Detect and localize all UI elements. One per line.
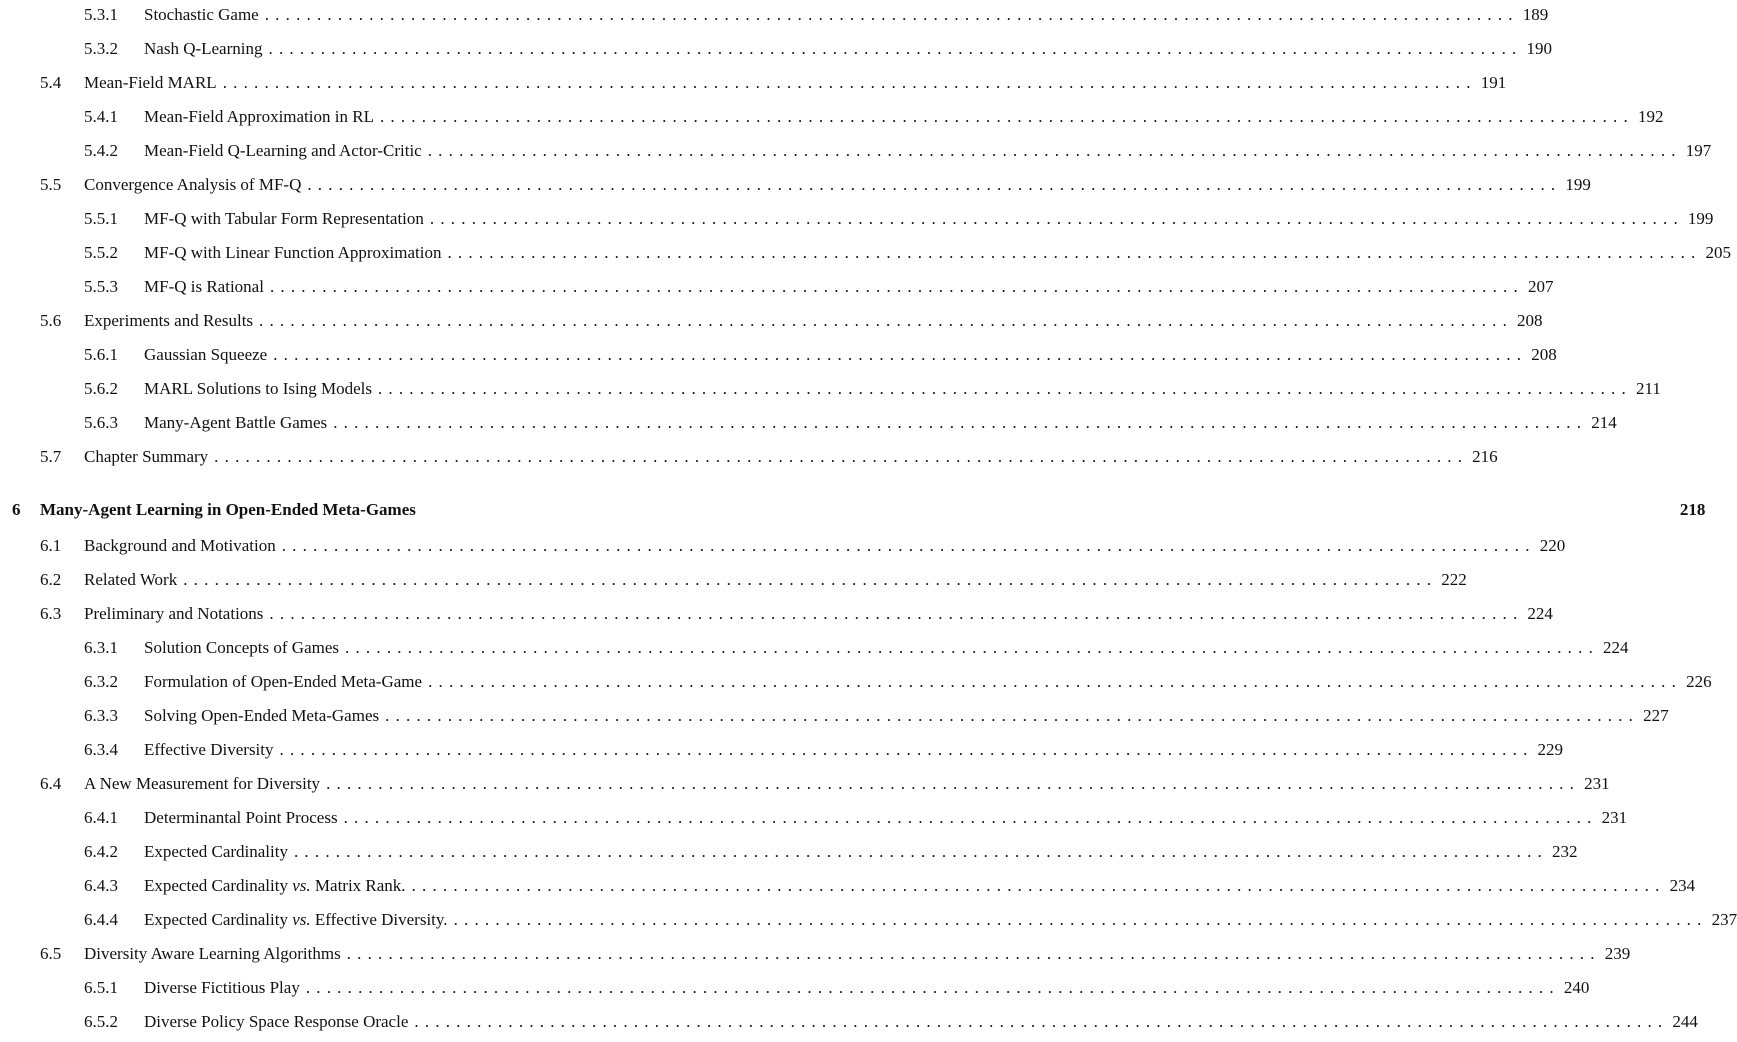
entry-title: MF-Q is Rational xyxy=(144,277,264,296)
entry-line xyxy=(144,807,1628,829)
dot-leader: ........................................................................................................................ xyxy=(264,5,1519,24)
toc-entry xyxy=(0,943,1631,965)
dot-leader: ........................................................................................................................ xyxy=(345,638,1600,657)
entry-line xyxy=(84,603,1553,625)
toc-entry xyxy=(0,841,1578,863)
entry-page: 192 xyxy=(1637,107,1664,126)
toc-entry xyxy=(0,344,1557,366)
entry-title: Solution Concepts of Games xyxy=(144,638,340,657)
entry-number: 5.6.1 xyxy=(84,345,118,364)
entry-page: 220 xyxy=(1539,536,1566,555)
dot-leader: ........................................................................................................................ xyxy=(429,209,1684,228)
entry-title: Gaussian Squeeze xyxy=(144,345,268,364)
entry-page: 190 xyxy=(1526,39,1552,58)
entry-page: 226 xyxy=(1686,672,1712,691)
entry-title: Solving Open-Ended Meta-Games xyxy=(144,706,380,725)
dot-leader: ........................................................................................................................ xyxy=(427,141,1682,160)
toc-entry xyxy=(0,310,1543,332)
toc-entry xyxy=(0,1011,1698,1033)
entry-page: 231 xyxy=(1584,774,1610,793)
entry-number: 6.3.1 xyxy=(84,638,118,657)
entry-number: 5.4.2 xyxy=(84,141,118,160)
entry-line xyxy=(144,412,1617,434)
entry-title: Stochastic Game xyxy=(144,5,259,24)
toc-entry xyxy=(0,977,1590,999)
toc-entry xyxy=(0,412,1617,434)
entry-line xyxy=(84,310,1543,332)
entry-title: Determinantal Point Process xyxy=(144,808,338,827)
entry-line xyxy=(144,242,1731,264)
toc-entry xyxy=(0,909,1737,931)
entry-number: 5.5.1 xyxy=(84,209,118,228)
entry-page: 214 xyxy=(1591,413,1617,432)
entry-number: 5.6 xyxy=(40,311,62,330)
entry-line xyxy=(40,499,1706,521)
entry-page: 191 xyxy=(1480,73,1507,92)
entry-page: 224 xyxy=(1603,638,1629,657)
entry-line xyxy=(144,1011,1698,1033)
toc-entry xyxy=(0,38,1552,60)
entry-line xyxy=(144,909,1737,931)
dot-leader: ........................................................................................................................ xyxy=(305,978,1560,997)
entry-line xyxy=(144,140,1712,162)
entry-title: Diversity Aware Learning Algorithms xyxy=(84,944,341,963)
entry-line xyxy=(144,106,1664,128)
entry-number: 5.5.2 xyxy=(84,243,118,262)
dot-leader: ........................................................................................................................ xyxy=(273,345,1528,364)
toc-entry xyxy=(0,569,1467,591)
title-text: Effective Diversity. xyxy=(310,910,448,929)
entry-number: 5.6.2 xyxy=(84,379,118,398)
toc-entry xyxy=(0,72,1507,94)
entry-page: 207 xyxy=(1527,277,1554,296)
dot-leader: ........................................................................................................................ xyxy=(222,73,1477,92)
entry-page: 239 xyxy=(1604,944,1631,963)
dot-leader: ........................................................................................................................ xyxy=(428,672,1683,691)
entry-number: 6.3.2 xyxy=(84,672,118,691)
toc-entry xyxy=(0,535,1566,557)
entry-line xyxy=(144,705,1669,727)
entry-page: 211 xyxy=(1635,379,1661,398)
toc-chapter-entry xyxy=(0,499,1706,521)
entry-title: MARL Solutions to Ising Models xyxy=(144,379,372,398)
dot-leader: ........................................................................................................................ xyxy=(343,808,1598,827)
entry-title: A New Measurement for Diversity xyxy=(84,774,321,793)
title-text: Expected Cardinality xyxy=(144,910,293,929)
dot-leader: ........................................................................................................................ xyxy=(377,379,1632,398)
entry-line xyxy=(144,671,1712,693)
entry-title xyxy=(144,875,412,897)
entry-title: Many-Agent Battle Games xyxy=(144,413,328,432)
entry-line xyxy=(144,875,1696,897)
entry-page: 227 xyxy=(1643,706,1669,725)
chapter-page: 218 xyxy=(1679,500,1706,519)
toc-entry xyxy=(0,807,1628,829)
entry-title: Mean-Field MARL xyxy=(84,73,217,92)
entry-line xyxy=(84,72,1507,94)
dot-leader: ........................................................................................................................ xyxy=(293,842,1548,861)
entry-line xyxy=(144,4,1549,26)
dot-leader: ........................................................................................................................ xyxy=(269,277,1524,296)
toc-entry xyxy=(0,875,1696,897)
entry-line xyxy=(84,535,1566,557)
entry-number: 6.4.2 xyxy=(84,842,118,861)
toc-entry xyxy=(0,446,1498,468)
entry-title: Background and Motivation xyxy=(84,536,276,555)
entry-number: 6.5.1 xyxy=(84,978,118,997)
dot-leader: ........................................................................................................................ xyxy=(414,1012,1669,1031)
dot-leader: ........................................................................................................................ xyxy=(453,910,1708,929)
entry-number: 5.3.1 xyxy=(84,5,118,24)
entry-number: 6.4.3 xyxy=(84,876,118,895)
toc-entry xyxy=(0,739,1564,761)
entry-line xyxy=(84,943,1631,965)
entry-title: Diverse Fictitious Play xyxy=(144,978,300,997)
toc-entry xyxy=(0,208,1714,230)
dot-leader: ........................................................................................................................ xyxy=(411,876,1666,895)
dot-leader: ........................................................................................................................ xyxy=(447,243,1702,262)
toc-entry xyxy=(0,174,1591,196)
entry-line xyxy=(144,276,1554,298)
entry-line xyxy=(144,38,1552,60)
dot-leader: ........................................................................................................................ xyxy=(279,740,1534,759)
entry-line xyxy=(144,344,1557,366)
entry-page: 208 xyxy=(1517,311,1543,330)
toc-entry xyxy=(0,773,1610,795)
entry-title: MF-Q with Tabular Form Representation xyxy=(144,209,424,228)
title-text: Matrix Rank. xyxy=(310,876,406,895)
entry-number: 6.2 xyxy=(40,570,62,589)
entry-number: 6.4 xyxy=(40,774,62,793)
entry-line xyxy=(144,977,1590,999)
entry-line xyxy=(144,637,1629,659)
chapter-number: 6 xyxy=(12,500,21,519)
dot-leader: ........................................................................................................................ xyxy=(385,706,1640,725)
entry-number: 6.4.4 xyxy=(84,910,118,929)
entry-number: 6.5 xyxy=(40,944,62,963)
dot-leader: ........................................................................................................................ xyxy=(269,604,1524,623)
toc-entry xyxy=(0,140,1712,162)
entry-number: 5.6.3 xyxy=(84,413,118,432)
entry-page: 244 xyxy=(1672,1012,1698,1031)
entry-line xyxy=(144,739,1564,761)
entry-title: Related Work xyxy=(84,570,178,589)
entry-line xyxy=(144,841,1578,863)
entry-number: 5.4.1 xyxy=(84,107,118,126)
entry-number: 6.3 xyxy=(40,604,62,623)
entry-page: 197 xyxy=(1685,141,1712,160)
entry-page: 231 xyxy=(1601,808,1628,827)
entry-page: 222 xyxy=(1441,570,1467,589)
entry-title: Effective Diversity xyxy=(144,740,274,759)
entry-title: Nash Q-Learning xyxy=(144,39,263,58)
entry-page: 224 xyxy=(1527,604,1553,623)
dot-leader: ........................................................................................................................ xyxy=(214,447,1469,466)
entry-title: Chapter Summary xyxy=(84,447,209,466)
entry-title: Mean-Field Q-Learning and Actor-Critic xyxy=(144,141,422,160)
entry-page: 232 xyxy=(1551,842,1578,861)
toc-entry xyxy=(0,705,1669,727)
entry-number: 6.3.4 xyxy=(84,740,118,759)
dot-leader: ........................................................................................................................ xyxy=(307,175,1562,194)
title-versus: vs. xyxy=(292,876,311,895)
entry-page: 189 xyxy=(1522,5,1549,24)
entry-page: 234 xyxy=(1669,876,1696,895)
dot-leader: ........................................................................................................................ xyxy=(259,311,1514,330)
entry-line xyxy=(84,569,1467,591)
entry-page: 208 xyxy=(1531,345,1557,364)
entry-page: 199 xyxy=(1687,209,1714,228)
entry-number: 5.3.2 xyxy=(84,39,118,58)
entry-title: Preliminary and Notations xyxy=(84,604,264,623)
toc-entry xyxy=(0,603,1553,625)
entry-title: MF-Q with Linear Function Approximation xyxy=(144,243,442,262)
entry-number: 6.5.2 xyxy=(84,1012,118,1031)
title-text: Expected Cardinality xyxy=(144,876,293,895)
toc-entry xyxy=(0,276,1554,298)
entry-page: 216 xyxy=(1472,447,1498,466)
dot-leader: ........................................................................................................................ xyxy=(333,413,1588,432)
toc-entry xyxy=(0,242,1731,264)
entry-number: 5.5.3 xyxy=(84,277,118,296)
toc-entry xyxy=(0,378,1661,400)
entry-number: 6.3.3 xyxy=(84,706,118,725)
entry-title: Mean-Field Approximation in RL xyxy=(144,107,374,126)
toc-entry xyxy=(0,106,1664,128)
entry-title: Expected Cardinality xyxy=(144,842,288,861)
toc-entry xyxy=(0,4,1549,26)
entry-page: 240 xyxy=(1563,978,1590,997)
entry-number: 6.1 xyxy=(40,536,62,555)
entry-line xyxy=(84,174,1591,196)
toc-entry xyxy=(0,671,1712,693)
entry-number: 5.7 xyxy=(40,447,62,466)
entry-page: 199 xyxy=(1565,175,1591,194)
dot-leader: ........................................................................................................................ xyxy=(183,570,1438,589)
dot-leader: ........................................................................................................................ xyxy=(326,774,1581,793)
entry-line xyxy=(84,773,1610,795)
entry-number: 5.4 xyxy=(40,73,62,92)
title-versus: vs. xyxy=(292,910,311,929)
entry-title: Formulation of Open-Ended Meta-Game xyxy=(144,672,423,691)
entry-number: 5.5 xyxy=(40,175,62,194)
entry-line xyxy=(84,446,1498,468)
dot-leader: ........................................................................................................................ xyxy=(281,536,1536,555)
entry-title: Experiments and Results xyxy=(84,311,254,330)
entry-title: Convergence Analysis of MF-Q xyxy=(84,175,302,194)
entry-title xyxy=(144,909,454,931)
entry-line xyxy=(144,208,1714,230)
toc-entry xyxy=(0,637,1629,659)
dot-leader: ........................................................................................................................ xyxy=(346,944,1601,963)
entry-page: 229 xyxy=(1537,740,1564,759)
dot-leader: ........................................................................................................................ xyxy=(379,107,1634,126)
entry-line xyxy=(144,378,1661,400)
entry-page: 205 xyxy=(1705,243,1731,262)
dot-leader: ........................................................................................................................ xyxy=(268,39,1523,58)
entry-title: Diverse Policy Space Response Oracle xyxy=(144,1012,409,1031)
chapter-title: Many-Agent Learning in Open-Ended Meta-Games xyxy=(40,500,416,519)
entry-number: 6.4.1 xyxy=(84,808,118,827)
entry-page: 237 xyxy=(1711,910,1737,929)
